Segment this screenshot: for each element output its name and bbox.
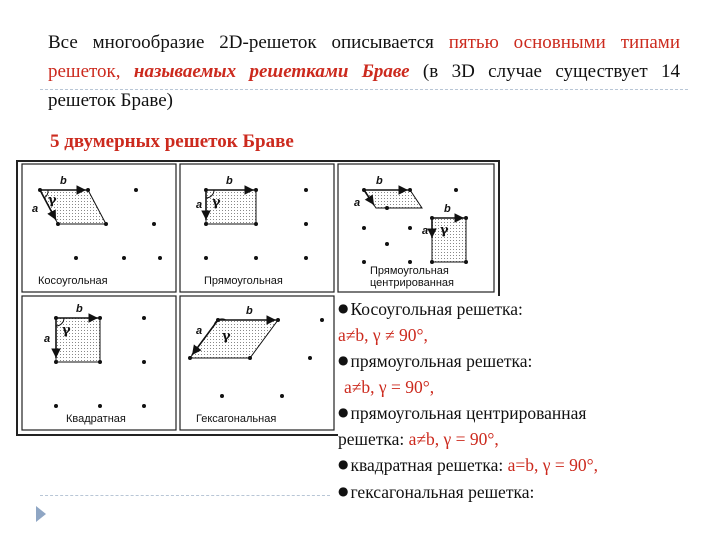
panel-label-rectangular: Прямоугольная <box>204 275 283 287</box>
panel-hexagonal-frame <box>180 296 334 430</box>
oblique-lattice <box>32 175 162 287</box>
item-rectangular-title: прямоугольная решетка: <box>350 351 533 371</box>
item-centered-title: прямоугольная центрированная <box>350 403 587 423</box>
bottom-separator <box>40 495 330 496</box>
play-arrow-icon[interactable] <box>36 506 46 522</box>
hexagonal-lattice <box>188 305 324 425</box>
gamma-label: γ <box>222 329 231 344</box>
item-centered-condition: a≠b, γ = 90°, <box>408 428 499 449</box>
item-square-condition: a=b, γ = 90°, <box>507 455 598 475</box>
list-item: ● прямоугольная центрированная <box>338 403 587 423</box>
vec-a-label: a <box>196 325 203 337</box>
vec-b-label: b <box>76 303 83 315</box>
gamma-label: γ <box>212 195 221 210</box>
rectangular-lattice <box>196 175 308 287</box>
vec-a-label-2: a <box>422 225 429 237</box>
vec-a-label: a <box>354 197 361 209</box>
vec-a-label: a <box>32 203 39 215</box>
list-item <box>338 427 718 453</box>
lattice-descriptions <box>338 296 718 540</box>
centered-rectangular-lattice <box>354 175 468 289</box>
panel-label-hexagonal: Гексагональная <box>196 413 277 425</box>
panel-label-centered-2: центрированная <box>370 277 454 289</box>
panel-label-oblique: Косоугольная <box>38 275 108 287</box>
item-rectangular-condition: a≠b, γ = 90°, <box>344 376 435 397</box>
separator-line <box>40 89 688 90</box>
item-oblique-title: Косоугольная решетка: <box>350 299 523 319</box>
item-oblique-condition: a≠b, γ ≠ 90°, <box>338 324 428 345</box>
vec-b-label: b <box>376 175 383 187</box>
vec-b-label: b <box>60 175 67 187</box>
gamma-label: γ <box>48 193 57 208</box>
list-item: ● гексагональная решетка: <box>338 481 535 502</box>
list-item: ● прямоугольная решетка: <box>338 351 533 371</box>
intro-text-highlight: пятью основными типами решеток, <box>48 32 680 82</box>
intro-text-1: Все многообразие 2D-решеток описывается <box>48 32 449 53</box>
list-item: ● квадратная решетка: a=b, γ = 90°, <box>338 455 598 475</box>
gamma-label: γ <box>62 323 71 338</box>
intro-text-3d: (в 3D случае существует 14 решеток Браве) <box>48 61 680 111</box>
vec-a-label: a <box>44 333 51 345</box>
item-square-title: квадратная решетка: <box>350 455 508 475</box>
list-item: ● Косоугольная решетка: <box>338 299 523 319</box>
panel-label-centered: Прямоугольная <box>370 265 449 277</box>
gamma-label: γ <box>440 223 449 238</box>
vec-b-label: b <box>246 305 253 317</box>
panel-oblique-frame <box>22 164 176 292</box>
item-hexagonal-title: гексагональная решетка: <box>350 481 535 502</box>
intro-text-bravais: называемых решетками Браве <box>133 61 410 82</box>
vec-a-label: a <box>196 199 203 211</box>
intro-paragraph <box>48 28 680 115</box>
vec-b-label-2: b <box>444 203 451 215</box>
panel-label-square: Квадратная <box>66 413 126 425</box>
panel-rectangular-frame <box>180 164 334 292</box>
vec-b-label: b <box>226 175 233 187</box>
section-title: 5 двумерных решеток Браве <box>50 131 294 152</box>
square-lattice <box>44 303 146 425</box>
item-centered-title-2: решетка: <box>338 428 409 449</box>
